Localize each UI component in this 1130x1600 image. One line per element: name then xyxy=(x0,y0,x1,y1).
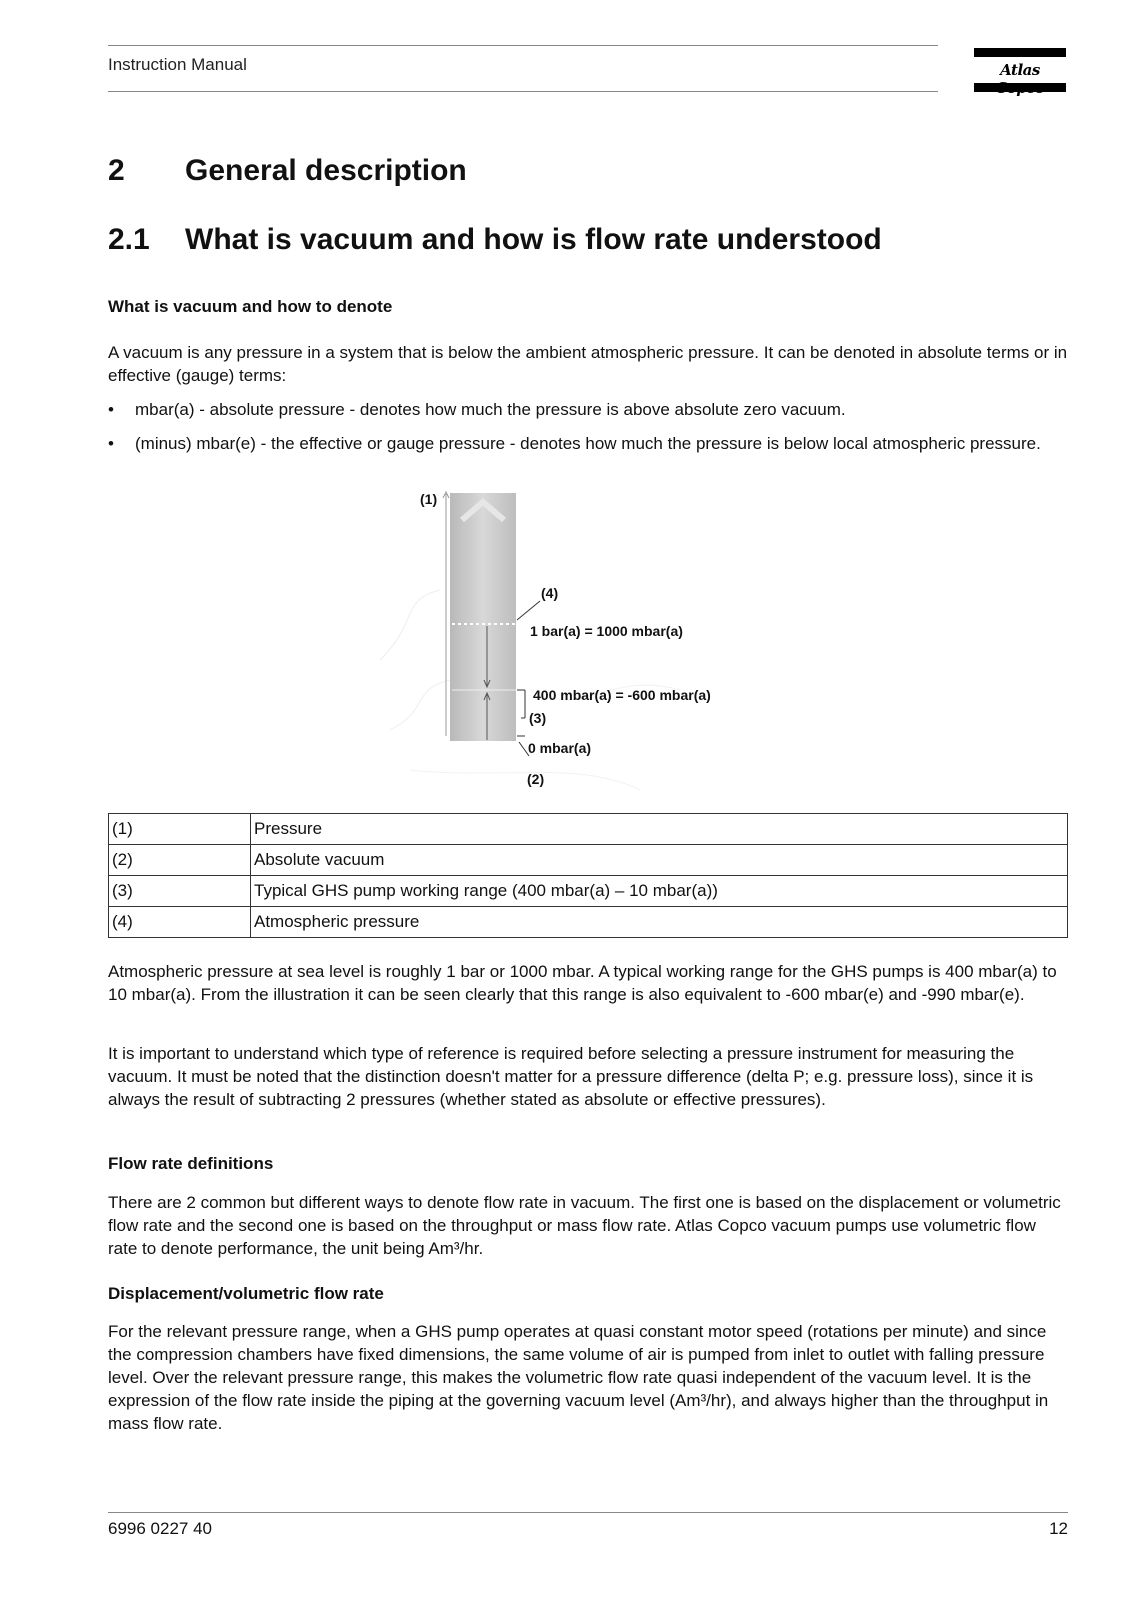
diagram-label-2: (2) xyxy=(527,771,545,787)
legend-value: Atmospheric pressure xyxy=(251,907,1068,938)
bullet-text: (minus) mbar(e) - the effective or gauge pressure - denotes how much the pressure is below local atmospheric pressure. xyxy=(135,434,1041,453)
diagram-working-value: 400 mbar(a) = -600 mbar(a) xyxy=(533,687,711,703)
pressure-column xyxy=(450,493,516,741)
diagram-atm-value: 1 bar(a) = 1000 mbar(a) xyxy=(530,623,683,639)
bullet-dot-icon: • xyxy=(108,434,114,453)
footer-doc-number: 6996 0227 40 xyxy=(108,1519,212,1538)
legend-value: Pressure xyxy=(251,814,1068,845)
logo-wordmark: Atlas xyxy=(1000,61,1040,79)
flow-text: There are 2 common but different ways to denote flow rate in vacuum. The first one is based on the displacement or volumetric flow rate and the second one is based on the throughput or mass flow rate. Atlas Copco vacuum pumps use volumetric flow rate to denote performance, the unit being Am³/hr. xyxy=(108,1193,1061,1258)
header-title: Instruction Manual xyxy=(108,55,247,74)
table-row xyxy=(109,845,1068,876)
subsection-heading xyxy=(108,223,1008,259)
section-number: 2 xyxy=(108,154,125,187)
header-top-rule xyxy=(108,45,938,46)
vacuum-heading: What is vacuum and how to denote xyxy=(108,297,393,316)
flow-heading: Flow rate definitions xyxy=(108,1154,274,1173)
diagram-label-4: (4) xyxy=(541,585,559,601)
vacuum-intro: A vacuum is any pressure in a system that is below the ambient atmospheric pressure. It can be denoted in absolute terms or in effective (gauge) terms: xyxy=(108,343,1068,385)
legend-value: Typical GHS pump working range (400 mbar(a) – 10 mbar(a)) xyxy=(251,876,1068,907)
legend-table xyxy=(108,813,1068,938)
paragraph-atmospheric: Atmospheric pressure at sea level is roughly 1 bar or 1000 mbar. A typical working range for the GHS pumps is 400 mbar(a) to 10 mbar(a). From the illustration it can be seen clearly that this range is also equivalent to -600 mbar(e) and -990 mbar(e). xyxy=(108,962,1057,1004)
diagram-zero-value: 0 mbar(a) xyxy=(528,740,592,756)
footer-rule xyxy=(108,1512,1068,1513)
bullet-text: mbar(a) - absolute pressure - denotes how much the pressure is above absolute zero vacuum. xyxy=(135,400,846,419)
footer-page-number: 12 xyxy=(1049,1519,1068,1538)
diagram-label-1: (1) xyxy=(420,491,438,507)
legend-key: (2) xyxy=(109,845,251,876)
diagram-label-3: (3) xyxy=(529,710,547,726)
subsection-title: What is vacuum and how is flow rate understood xyxy=(185,223,882,256)
subsection-number: 2.1 xyxy=(108,223,150,256)
section-title: General description xyxy=(185,154,467,187)
atlas-copco-logo xyxy=(974,48,1066,92)
paragraph-reference: It is important to understand which type of reference is required before selecting a pressure instrument for measuring the vacuum. It must be noted that the distinction doesn't matter for a pressure difference (delta P; e.g. pressure loss), since it is always the result of subtracting 2 pressures (whether stated as absolute or effective pressures). xyxy=(108,1044,1034,1109)
displacement-heading: Displacement/volumetric flow rate xyxy=(108,1284,384,1303)
table-row xyxy=(109,876,1068,907)
header-bottom-rule xyxy=(108,91,938,92)
vacuum-pressure-diagram xyxy=(380,490,800,795)
table-row xyxy=(109,814,1068,845)
legend-key: (3) xyxy=(109,876,251,907)
displacement-text: For the relevant pressure range, when a GHS pump operates at quasi constant motor speed (rotations per minute) and since the compression chambers have fixed dimensions, the same volume of air is pumped from inlet to outlet with falling pressure level. Over the relevant pressure range, this makes the volumetric flow rate quasi independent of the vacuum level. It is the expression of the flow rate inside the piping at the governing vacuum level (Am³/hr), and always higher than the throughput in mass flow rate. xyxy=(108,1322,1049,1433)
section-heading xyxy=(108,154,1008,190)
legend-key: (4) xyxy=(109,907,251,938)
bullet-dot-icon: • xyxy=(108,400,114,419)
table-row xyxy=(109,907,1068,938)
legend-key: (1) xyxy=(109,814,251,845)
legend-value: Absolute vacuum xyxy=(251,845,1068,876)
